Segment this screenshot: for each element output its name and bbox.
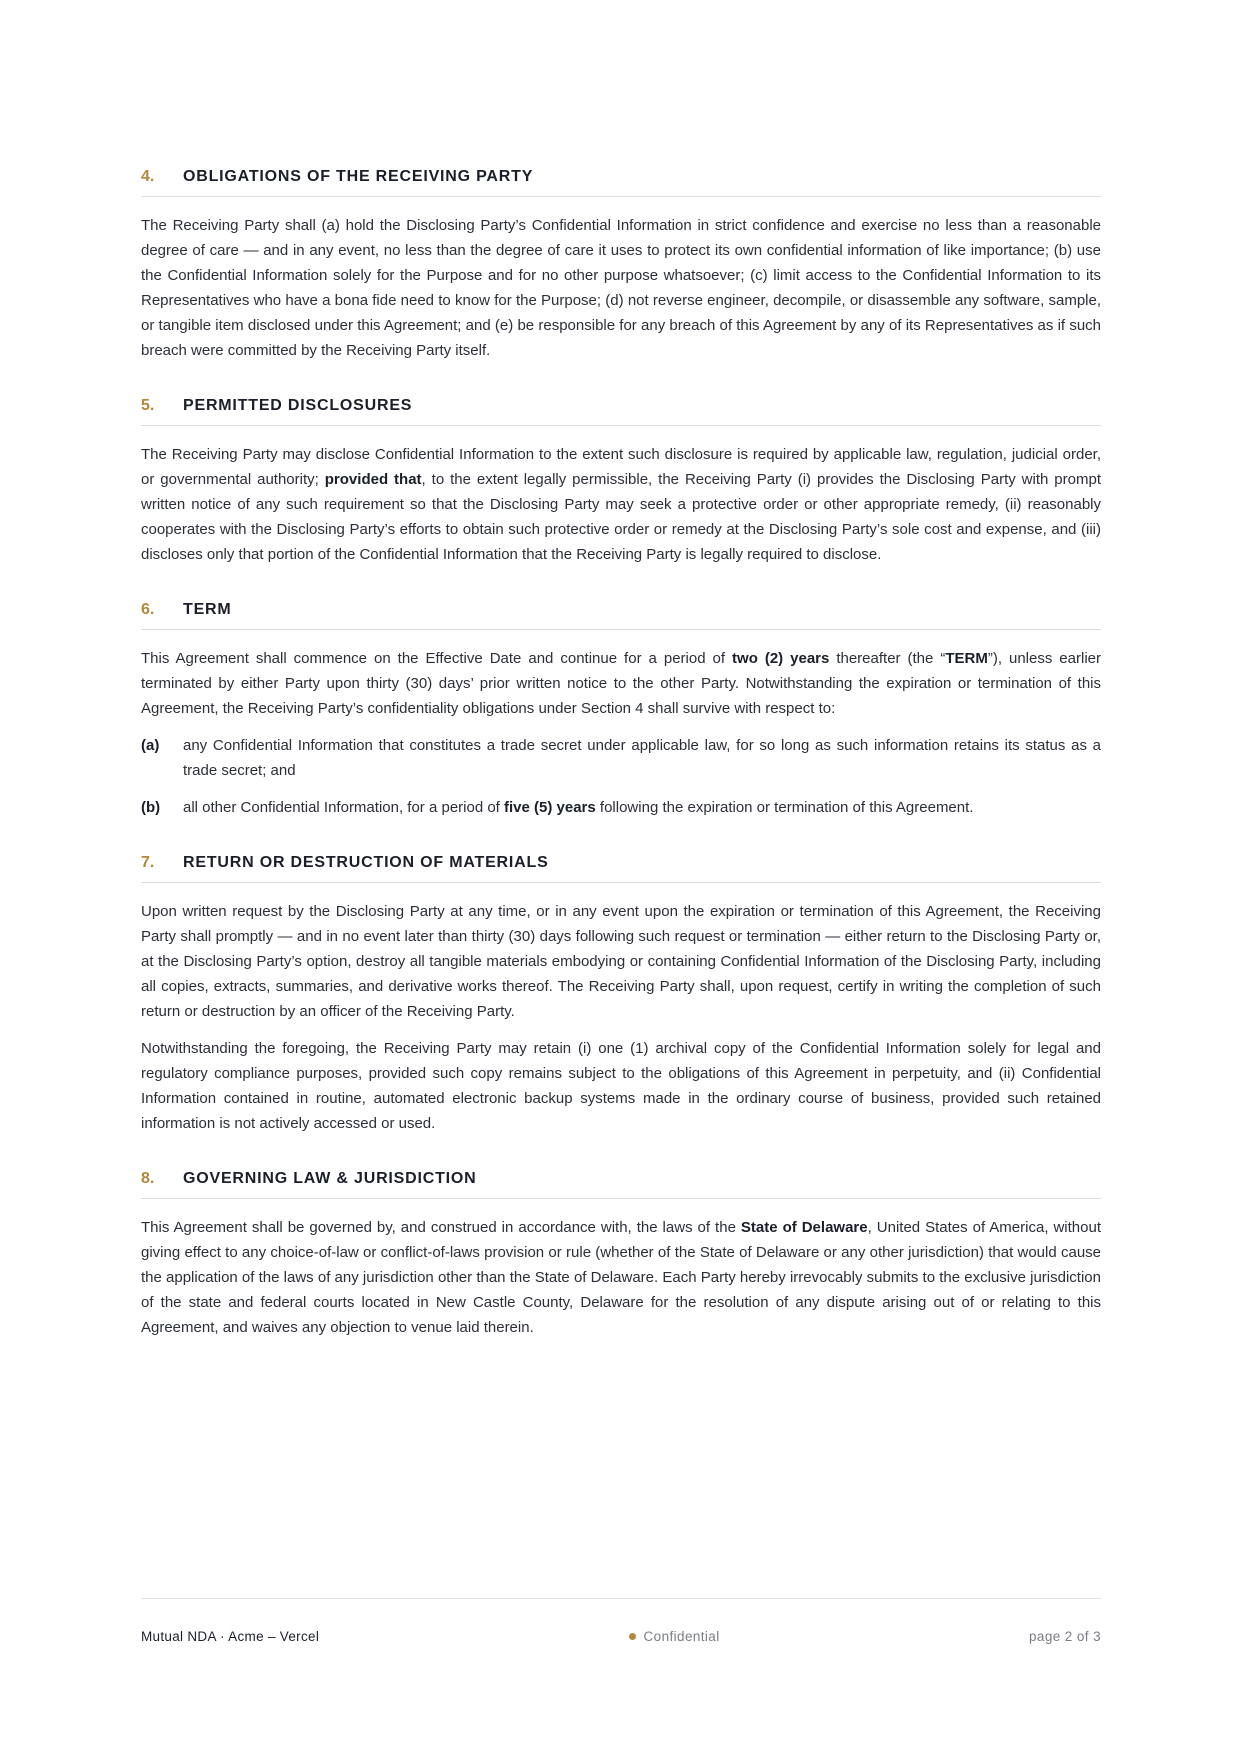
section-governing-law: [141, 1170, 1101, 1340]
document-page: [141, 168, 1101, 1374]
section-title: OBLIGATIONS OF THE RECEIVING PARTY: [183, 168, 534, 185]
section-paragraph: [141, 1215, 1101, 1340]
paragraph-text: all other Confidential Information, for a period of: [183, 799, 505, 816]
page-footer: [141, 1598, 1101, 1644]
section-title: PERMITTED DISCLOSURES: [183, 397, 413, 414]
paragraph-text: This Agreement shall commence on the Effective Date and continue for a period of: [141, 650, 733, 667]
section-title: TERM: [183, 601, 232, 618]
paragraph-text: The Receiving Party may disclose Confidential Information to the extent such disclosure is required by applicable law, regulation, judicial order, or governmental authority;: [141, 446, 1101, 488]
footer-document-title: Mutual NDA · Acme – Vercel: [141, 1629, 320, 1644]
section-number: 8.: [141, 1170, 155, 1187]
paragraph-text: thereafter (the “: [829, 650, 946, 667]
section-number: 5.: [141, 397, 155, 414]
list-item: [141, 795, 1101, 820]
section-paragraph: Upon written request by the Disclosing Party at any time, or in any event upon the expiration or termination of this Agreement, the Receiving Party shall promptly — and in no event later than thirty (30) days following such request or termination — either return to the Disclosing Party or, at the Disclosing Party’s option, destroy all tangible materials embodying or containing Confidential Information of the Disclosing Party, including all copies, extracts, summaries, and derivative works thereof. The Receiving Party shall, upon request, certify in writing the completion of such return or destruction by an officer of the Receiving Party.: [141, 903, 1101, 1020]
list-item-label: (b): [141, 799, 161, 816]
emphasis-text: State of Delaware: [740, 1219, 868, 1236]
section-paragraph: [141, 442, 1101, 567]
footer-confidential-label: [629, 1629, 720, 1644]
page-number: page 2 of 3: [1029, 1629, 1101, 1644]
section-term: [141, 601, 1101, 820]
list-item: [141, 733, 1101, 783]
emphasis-text: TERM: [945, 650, 988, 667]
section-title: GOVERNING LAW & JURISDICTION: [183, 1170, 477, 1187]
section-number: 4.: [141, 168, 155, 185]
section-paragraph: [141, 646, 1101, 721]
section-heading: [141, 1170, 1101, 1199]
section-paragraph: Notwithstanding the foregoing, the Receiving Party may retain (i) one (1) archival copy of the Confidential Information solely for legal and regulatory compliance purposes, provided such copy remains subject to the obligations of this Agreement in perpetuity, and (ii) Confidential Information contained in routine, automated electronic backup systems made in the ordinary course of business, provided such retained information is not actively accessed or used.: [141, 1040, 1101, 1132]
paragraph-text: , to the extent legally permissible, the Receiving Party (i) provides the Disclosing Party with prompt written notice of any such requirement so that the Disclosing Party may seek a protective order or other appropriate remedy, (ii) reasonably cooperates with the Disclosing Party’s efforts to obtain such protective order or remedy at the Disclosing Party’s sole cost and expense, and (iii) discloses only that portion of the Confidential Information that the Receiving Party is legally required to disclose.: [141, 471, 1101, 563]
confidential-text: Confidential: [643, 1629, 720, 1644]
section-paragraph: The Receiving Party shall (a) hold the Disclosing Party’s Confidential Information in strict confidence and exercise no less than a reasonable degree of care — and in any event, no less than the degree of care it uses to protect its own confidential information of like importance; (b) use the Confidential Information solely for the Purpose and for no other purpose whatsoever; (c) limit access to the Confidential Information to its Representatives who have a bona fide need to know for the Purpose; (d) not reverse engineer, decompile, or disassemble any software, sample, or tangible item disclosed under this Agreement; and (e) be responsible for any breach of this Agreement by any of its Representatives as if such breach were committed by the Receiving Party itself.: [141, 217, 1101, 359]
paragraph-text: This Agreement shall be governed by, and construed in accordance with, the laws of the: [141, 1219, 741, 1236]
list-item-text: [183, 795, 1101, 820]
section-number: 7.: [141, 854, 155, 871]
paragraph-text: ”), unless earlier terminated by either Party upon thirty (30) days’ prior written notice to the other Party. Notwithstanding the expiration or termination of this Agreement, the Receiving Party’s confidentiality obligations under Section 4 shall survive with respect to:: [141, 650, 1101, 717]
section-heading: [141, 168, 1101, 197]
section-return-destruction: [141, 854, 1101, 1136]
emphasis-text: provided that: [324, 471, 422, 488]
list-item-label: (a): [141, 737, 160, 754]
paragraph-text: following the expiration or termination of this Agreement.: [595, 799, 974, 816]
paragraph-text: , United States of America, without giving effect to any choice-of-law or conflict-of-laws provision or rule (whether of the State of Delaware or any other jurisdiction) that would cause the application of the laws of any jurisdiction other than the State of Delaware. Each Party hereby irrevocably submits to the exclusive jurisdiction of the state and federal courts located in New Castle County, Delaware for the resolution of any dispute arising out of or relating to this Agreement, and waives any objection to venue laid therein.: [141, 1219, 1101, 1336]
list-item-text: any Confidential Information that constitutes a trade secret under applicable law, for so long as such information retains its status as a trade secret; and: [183, 737, 1101, 779]
section-number: 6.: [141, 601, 155, 618]
section-obligations: [141, 168, 1101, 363]
section-heading: [141, 397, 1101, 426]
emphasis-text: five (5) years: [504, 799, 596, 816]
status-dot-icon: [629, 1633, 636, 1640]
section-permitted-disclosures: [141, 397, 1101, 567]
emphasis-text: two (2) years: [732, 650, 830, 667]
section-title: RETURN OR DESTRUCTION OF MATERIALS: [183, 854, 549, 871]
section-heading: [141, 854, 1101, 883]
section-heading: [141, 601, 1101, 630]
